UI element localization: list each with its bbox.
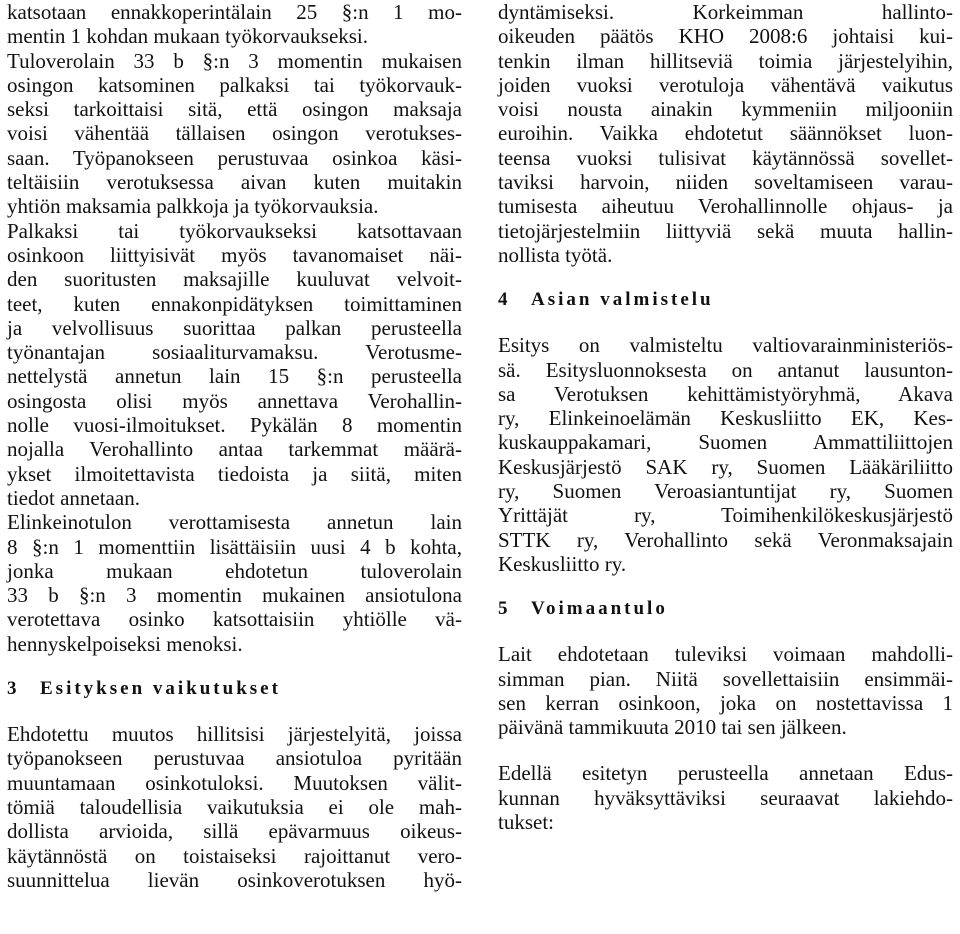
right-paragraph-block-3: [498, 642, 953, 739]
section-heading-4: [498, 287, 953, 313]
text-line: sä. Esitysluonnoksesta on antanut lausunton-: [498, 357, 953, 382]
text-line: mentin 1 kohdan mukaan työkorvaukseksi.: [7, 24, 369, 49]
text-line: ry, Elinkeinoelämän Keskusliitto EK, Kes-: [498, 406, 953, 431]
text-line: ja velvollisuus suorittaa palkan perusteella: [7, 315, 462, 340]
text-line: dollista arvioida, sillä epävarmuus oikeus-: [7, 819, 462, 844]
text-line: ykset ilmoitettavista tiedoista ja siitä, miten: [7, 461, 462, 486]
text-line: voisi nousta ainakin kymmeniin miljooniin: [498, 97, 953, 122]
text-line: tietojärjestelmiin liittyviä sekä muuta hallin-: [498, 218, 953, 243]
section-heading-5: [498, 596, 953, 622]
text-line: työnantajan sosiaaliturvamaksu. Verotusme-: [7, 340, 462, 365]
section-number: 3: [7, 678, 17, 700]
text-line: sa Verotuksen kehittämistyöryhmä, Akava: [498, 381, 953, 406]
text-line: nettelystä annetun lain 15 §:n perusteella: [7, 364, 462, 389]
text-line: työpanokseen perustuvaa ansiotuloa pyritään: [7, 746, 462, 771]
section-title: Asian valmistelu: [531, 289, 714, 311]
text-line: teensa vuoksi tulisivat käytännössä sovellet-: [498, 145, 953, 170]
section-heading-3: [7, 676, 462, 702]
text-line: Ehdotettu muutos hillitsisi järjestelyitä, joissa: [7, 722, 462, 747]
right-column: [498, 0, 953, 834]
left-column: [7, 0, 462, 892]
text-line: ry, Suomen Veroasiantuntijat ry, Suomen: [498, 479, 953, 504]
text-line: kunnan hyväksyttäviksi seuraavat lakiehdo-: [498, 785, 953, 810]
text-line: hennyskelpoiseksi menoksi.: [7, 631, 243, 656]
text-line: 33 b §:n 3 momentin mukainen ansiotulona: [7, 583, 462, 608]
text-line: Elinkeinotulon verottamisesta annetun lain: [7, 510, 462, 535]
text-line: tumisesta aiheutuu Verohallinnolle ohjaus- ja: [498, 194, 953, 219]
text-line: Tuloverolain 33 b §:n 3 momentin mukaisen: [7, 48, 462, 73]
section-number: 4: [498, 289, 508, 311]
left-paragraph-block-2: [7, 722, 462, 892]
text-line: muuntamaan osinkotuloksi. Muutoksen välit-: [7, 770, 462, 795]
text-line: den suoritusten maksajille kuuluvat velvoit-: [7, 267, 462, 292]
text-line: dyntämiseksi. Korkeimman hallinto-: [498, 0, 953, 24]
text-line: päivänä tammikuuta 2010 tai sen jälkeen.: [498, 715, 847, 740]
text-line: jonka mukaan ehdotetun tuloverolain: [7, 558, 462, 583]
text-line: katsotaan ennakkoperintälain 25 §:n 1 mo-: [7, 0, 462, 24]
text-line: STTK ry, Verohallinto sekä Veronmaksajain: [498, 527, 953, 552]
text-line: seksi tarkoittaisi sitä, että osingon maksaja: [7, 97, 462, 122]
section-title: Voimaantulo: [531, 598, 668, 620]
text-line: tiedot annetaan.: [7, 485, 140, 510]
text-line: simman pian. Niitä sovellettaisiin ensimmäi-: [498, 666, 953, 691]
text-line: sen kerran osinkoon, joka on nostettavissa 1: [498, 690, 953, 715]
text-line: joiden vuoksi verotuloja vähentävä vaikutus: [498, 72, 953, 97]
text-line: voisi vähentää tällaisen osingon verotukses-: [7, 121, 462, 146]
text-line: käytännöstä on toistaiseksi rajoittanut vero-: [7, 843, 462, 868]
text-line: tenkin ilman hillitseviä toimia järjestelyihin,: [498, 48, 953, 73]
text-line: teet, kuten ennakonpidätyksen toimittaminen: [7, 291, 462, 316]
text-line: kuskauppakamari, Suomen Ammattiliittojen: [498, 430, 953, 455]
text-line: osingosta olisi myös annettava Verohallin-: [7, 388, 462, 413]
text-line: Palkaksi tai työkorvaukseksi katsottavaan: [7, 218, 462, 243]
text-line: Edellä esitetyn perusteella annetaan Edus-: [498, 761, 953, 786]
text-line: nolle vuosi-ilmoitukset. Pykälän 8 momentin: [7, 413, 462, 438]
right-paragraph-block-4: [498, 761, 953, 834]
text-line: Lait ehdotetaan tuleviksi voimaan mahdolli-: [498, 642, 953, 667]
text-line: nollista työtä.: [498, 242, 613, 267]
text-line: verotettava osinko katsottaisiin yhtiölle vä-: [7, 607, 462, 632]
text-line: tukset:: [498, 810, 554, 835]
text-line: euroihin. Vaikka ehdotetut säännökset luon-: [498, 121, 953, 146]
text-line: saan. Työpanokseen perustuvaa osinkoa käsi-: [7, 145, 462, 170]
text-line: teltäisiin verotuksessa aivan kuten muitakin: [7, 170, 462, 195]
text-line: taviksi harvoin, niiden soveltamiseen varau-: [498, 170, 953, 195]
text-line: Esitys on valmisteltu valtiovarainministeriös-: [498, 333, 953, 358]
text-line: yhtiön maksamia palkkoja ja työkorvauksia.: [7, 194, 379, 219]
text-line: osinkoon liittyisivät myös tavanomaiset näi-: [7, 242, 462, 267]
text-line: nojalla Verohallinto antaa tarkemmat määrä-: [7, 437, 462, 462]
text-line: 8 §:n 1 momenttiin lisättäisiin uusi 4 b kohta,: [7, 534, 462, 559]
section-number: 5: [498, 598, 508, 620]
text-line: osingon katsominen palkaksi tai työkorvauk-: [7, 72, 462, 97]
text-line: Yrittäjät ry, Toimihenkilökeskusjärjestö: [498, 503, 953, 528]
text-line: suunnittelua lievän osinkoverotuksen hyö-: [7, 867, 462, 892]
text-line: Keskusjärjestö SAK ry, Suomen Lääkäriliitto: [498, 454, 953, 479]
left-paragraph-block-1: [7, 0, 462, 656]
text-line: Keskusliitto ry.: [498, 551, 627, 576]
right-paragraph-block-2: [498, 333, 953, 576]
text-line: tömiä taloudellisia vaikutuksia ei ole mah-: [7, 794, 462, 819]
right-paragraph-block-1: [498, 0, 953, 267]
section-title: Esityksen vaikutukset: [40, 678, 281, 700]
text-line: oikeuden päätös KHO 2008:6 johtaisi kui-: [498, 24, 953, 49]
